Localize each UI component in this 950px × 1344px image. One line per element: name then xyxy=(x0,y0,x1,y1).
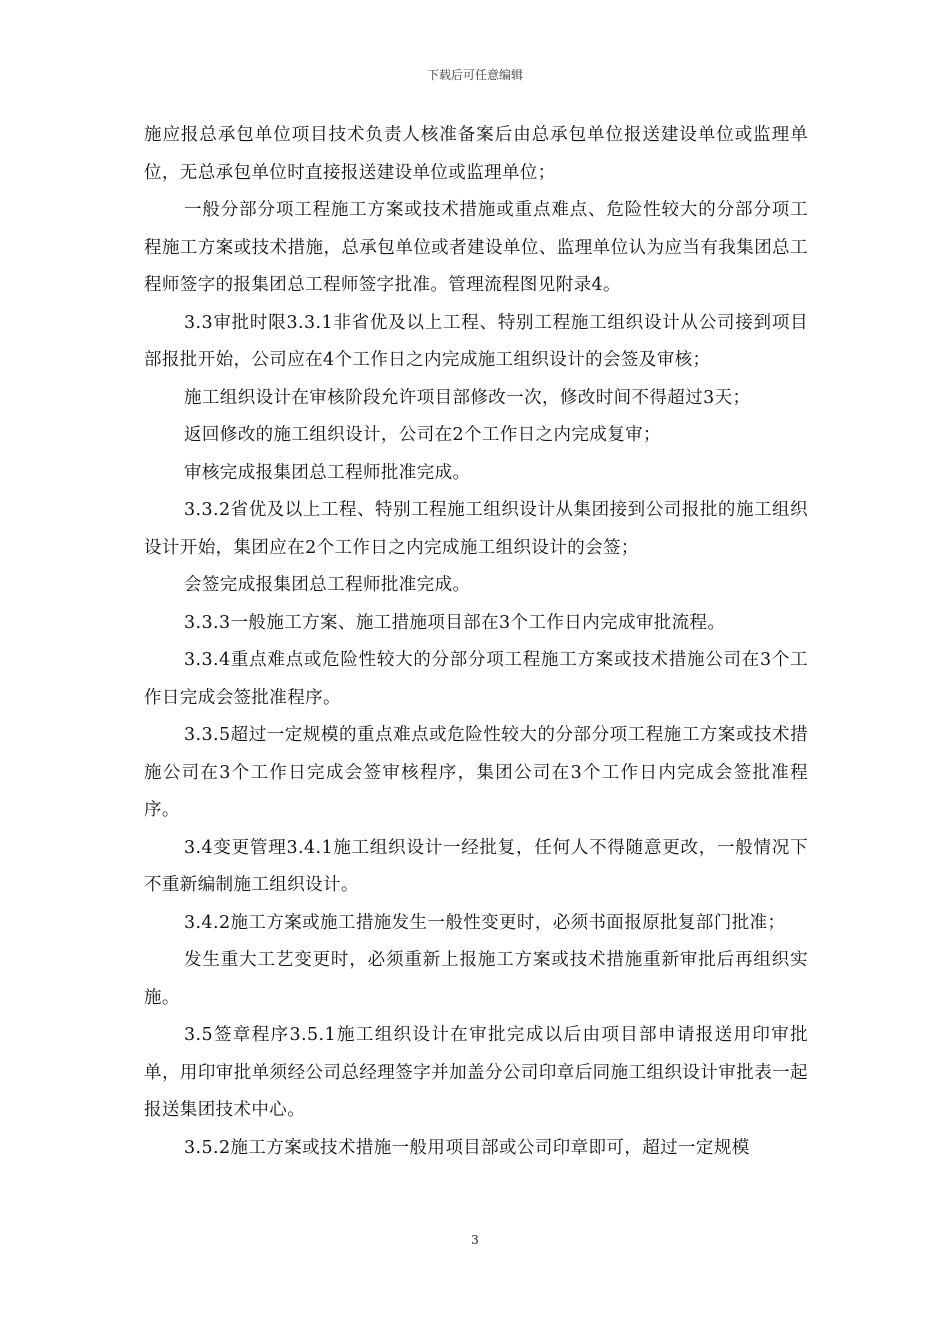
paragraph: 3.3.3一般施工方案、施工措施项目部在3个工作日内完成审批流程。 xyxy=(184,612,726,633)
paragraph: 3.3.2省优及以上工程、特别工程施工组织设计从集团接到公司报批的施工组织设计开始，集团应在2个工作日之内完成施工组织设计的会签； xyxy=(144,500,808,558)
paragraph: 3.3审批时限3.3.1非省优及以上工程、特别工程施工组织设计从公司接到项目部报批开始，公司应在4个工作日之内完成施工组织设计的会签及审核； xyxy=(144,312,808,370)
page-header-note: 下载后可任意编辑 xyxy=(426,68,523,82)
paragraph: 3.5签章程序3.5.1施工组织设计在审批完成以后由项目部申请报送用印审批单，用印审批单须经公司总经理签字并加盖分公司印章后同施工组织设计审批表一起报送集团技术中心。 xyxy=(144,1025,808,1120)
document-body xyxy=(144,117,808,1167)
paragraph: 返回修改的施工组织设计，公司在2个工作日之内完成复审； xyxy=(184,425,661,445)
paragraph: 会签完成报集团总工程师批准完成。 xyxy=(184,575,471,595)
paragraph: 发生重大工艺变更时，必须重新上报施工方案或技术措施重新审批后再组织实施。 xyxy=(144,950,808,1008)
paragraph: 一般分部分项工程施工方案或技术措施或重点难点、危险性较大的分部分项工程施工方案或技术措施，总承包单位或者建设单位、监理单位认为应当有我集团总工程师签字的报集团总工程师签字批准。管理流程图见附录4。 xyxy=(144,200,808,295)
paragraph: 施工组织设计在审核阶段允许项目部修改一次，修改时间不得超过3天； xyxy=(184,387,751,408)
paragraph: 3.3.4重点难点或危险性较大的分部分项工程施工方案或技术措施公司在3个工作日完成会签批准程序。 xyxy=(144,650,808,708)
paragraph: 3.4变更管理3.4.1施工组织设计一经批复，任何人不得随意更改，一般情况下不重新编制施工组织设计。 xyxy=(144,837,808,895)
paragraph: 3.3.5超过一定规模的重点难点或危险性较大的分部分项工程施工方案或技术措施公司在3个工作日完成会签审核程序，集团公司在3个工作日内完成会签批准程序。 xyxy=(144,725,808,820)
paragraph: 审核完成报集团总工程师批准完成。 xyxy=(184,462,471,483)
paragraph: 3.5.2施工方案或技术措施一般用项目部或公司印章即可，超过一定规模 xyxy=(184,1137,750,1158)
paragraph: 施应报总承包单位项目技术负责人核准备案后由总承包单位报送建设单位或监理单位，无总承包单位时直接报送建设单位或监理单位； xyxy=(144,125,808,183)
page-number: 3 xyxy=(471,1233,479,1247)
paragraph: 3.4.2施工方案或施工措施发生一般性变更时，必须书面报原批复部门批准； xyxy=(184,912,786,933)
